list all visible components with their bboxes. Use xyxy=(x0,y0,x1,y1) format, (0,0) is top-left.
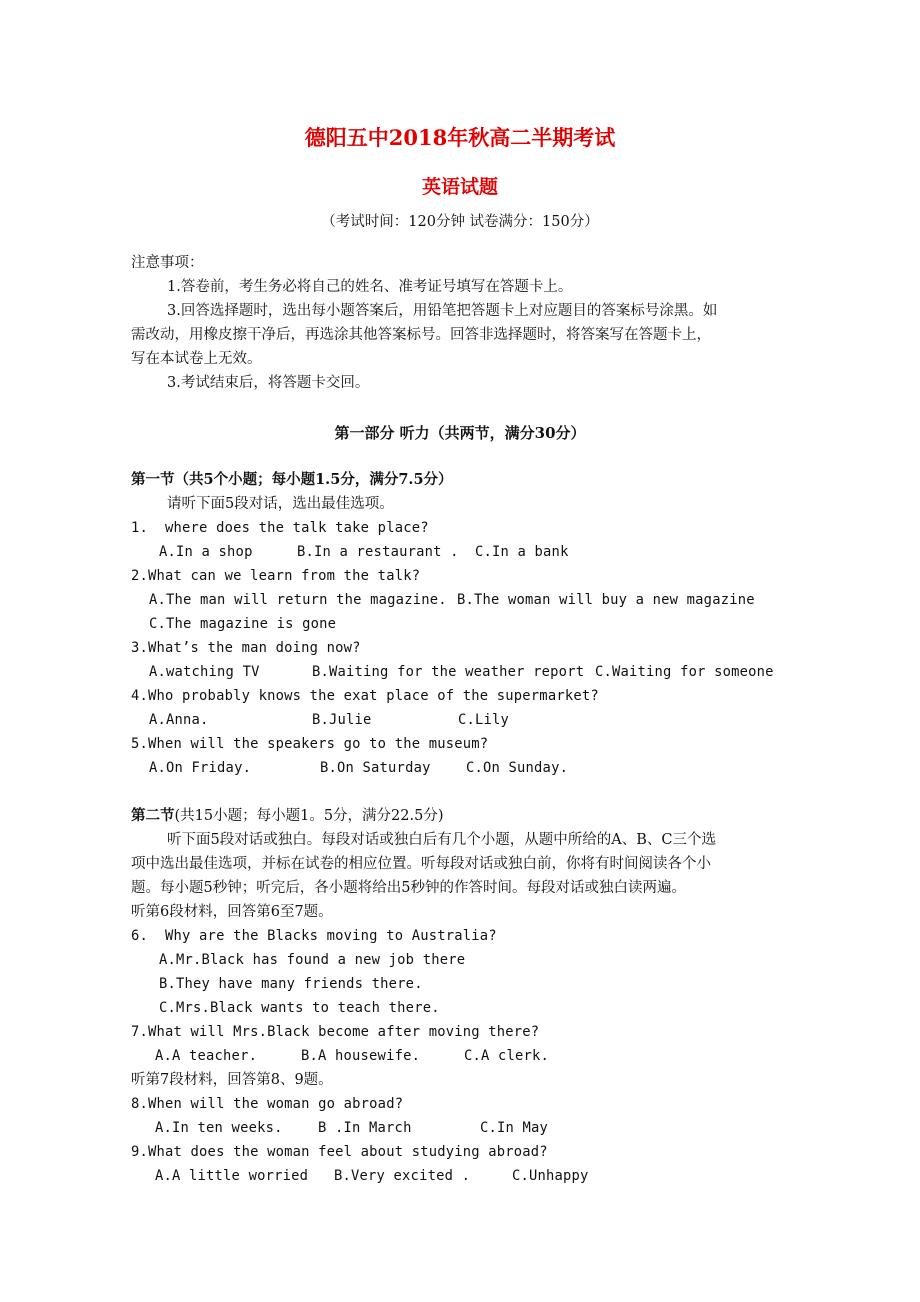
q6-option-b: B.They have many friends there. xyxy=(159,976,423,992)
q5-option-a: A.On Friday. xyxy=(149,760,252,776)
q7-option-b: B.A housewife. xyxy=(301,1048,421,1064)
section2-instruction-line-2: 项中选出最佳选项，并标在试卷的相应位置。听每段对话或独白前，你将有时间阅读各个小 xyxy=(131,856,711,872)
q1-option-a: A.In a shop xyxy=(159,544,253,560)
q1-option-b: B.In a restaurant . xyxy=(297,544,459,560)
q8-option-b: B .In March xyxy=(318,1120,412,1136)
q6-option-a: A.Mr.Black has found a new job there xyxy=(159,952,466,968)
q3-option-a: A.watching TV xyxy=(149,664,260,680)
notice-item-3: 3.考试结束后，将答题卡交回。 xyxy=(167,375,370,391)
section2-instruction-line-3: 题。每小题5秒钟；听完后，各小题将给出5秒钟的作答时间。每段对话或独白读两遍。 xyxy=(131,880,686,896)
q2-option-b: B.The woman will buy a new magazine xyxy=(457,592,755,608)
q8-option-c: C.In May xyxy=(480,1120,549,1136)
question-4: 4.Who probably knows the exat place of the supermarket? xyxy=(131,688,599,704)
part1-heading: 第一部分 听力（共两节，满分30分） xyxy=(334,424,586,442)
section1-instruction: 请听下面5段对话，选出最佳选项。 xyxy=(167,496,394,512)
q3-option-b: B.Waiting for the weather report xyxy=(312,664,585,680)
q4-option-b: B.Julie xyxy=(312,712,372,728)
q7-option-a: A.A teacher. xyxy=(155,1048,258,1064)
q2-option-a: A.The man will return the magazine. xyxy=(149,592,447,608)
q5-option-b: B.On Saturday xyxy=(320,760,431,776)
question-1: 1. where does the talk take place? xyxy=(131,520,429,536)
question-5: 5.When will the speakers go to the museum? xyxy=(131,736,489,752)
question-8: 8.When will the woman go abroad? xyxy=(131,1096,404,1112)
q5-option-c: C.On Sunday. xyxy=(466,760,569,776)
question-3: 3.What’s the man doing now? xyxy=(131,640,361,656)
notice-item-2-line-2: 需改动，用橡皮擦干净后，再选涂其他答案标号。回答非选择题时，将答案写在答题卡上， xyxy=(131,327,711,343)
q9-option-c: C.Unhappy xyxy=(512,1168,589,1184)
q4-option-a: A.Anna. xyxy=(149,712,209,728)
material-6-note: 听第6段材料，回答第6至7题。 xyxy=(131,904,333,920)
q2-option-c: C.The magazine is gone xyxy=(149,616,337,632)
section2-instruction-line-1: 听下面5段对话或独白。每段对话或独白后有几个小题，从题中所给的A、B、C三个选 xyxy=(167,832,716,848)
material-7-note: 听第7段材料，回答第8、9题。 xyxy=(131,1072,333,1088)
question-2: 2.What can we learn from the talk? xyxy=(131,568,421,584)
q3-option-c: C.Waiting for someone xyxy=(595,664,774,680)
notice-item-1: 1.答卷前，考生务必将自己的姓名、准考证号填写在答题卡上。 xyxy=(167,279,573,295)
q8-option-a: A.In ten weeks. xyxy=(155,1120,283,1136)
exam-subtitle: 英语试题 xyxy=(421,176,498,198)
q1-option-c: C.In a bank xyxy=(475,544,569,560)
section2-heading-label: 第二节 xyxy=(131,807,175,824)
section2-heading xyxy=(131,806,444,826)
notice-item-2-line-1: 3.回答选择题时，选出每小题答案后，用铅笔把答题卡上对应题目的答案标号涂黑。如 xyxy=(167,303,718,319)
notice-item-2-line-3: 写在本试卷上无效。 xyxy=(131,351,262,367)
question-6: 6. Why are the Blacks moving to Australia? xyxy=(131,928,497,944)
exam-info: （考试时间：120分钟 试卷满分：150分） xyxy=(321,214,599,230)
question-9: 9.What does the woman feel about studying abroad? xyxy=(131,1144,548,1160)
q7-option-c: C.A clerk. xyxy=(464,1048,550,1064)
exam-title: 德阳五中2018年秋高二半期考试 xyxy=(304,125,616,150)
question-7: 7.What will Mrs.Black become after moving there? xyxy=(131,1024,540,1040)
section2-heading-detail: (共15小题；每小题1。5分，满分22.5分) xyxy=(174,808,444,824)
q6-option-c: C.Mrs.Black wants to teach there. xyxy=(159,1000,440,1016)
q4-option-c: C.Lily xyxy=(458,712,510,728)
section1-heading: 第一节（共5个小题；每小题1.5分，满分7.5分） xyxy=(131,471,453,488)
notice-heading: 注意事项： xyxy=(131,255,204,271)
q9-option-b: B.Very excited . xyxy=(334,1168,471,1184)
q9-option-a: A.A little worried xyxy=(155,1168,309,1184)
